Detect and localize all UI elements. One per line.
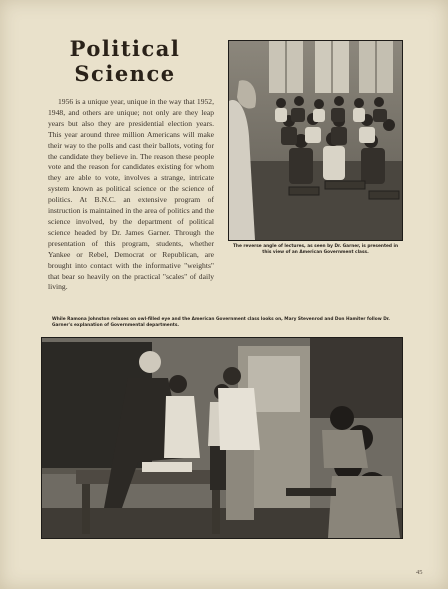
top-photo-caption: The reverse angle of lectures, as seen by Dr. Garner, is presented in this view of an American Government class. [232, 244, 399, 256]
article-body: 1956 is a unique year, unique in the way that 1952, 1948, and others are unique; not only are they leap years but also they are presidential election years. This year around three million Americans will make their way to the polls and cast their ballots, voting for the candidate they believe in. The reason these people vote and the reason for candidates existing for whom they are able to vote, involves a strange, intricate system known as political science or the science of politics. At B.N.C. an extensive program of instruction is maintained in the area of politics and the science involved, by the department of political science headed by Dr. James Garner. Through the presentation of this program, students, whether Yankee or Rebel, Democrat or Republican, are brought into contact with the informative "weights" that bear so heavily on the practical "scales" of daily living. [48, 97, 214, 292]
classroom-discussion-photo [41, 337, 403, 539]
classroom-lecture-image [229, 41, 402, 240]
page-number: 45 [416, 569, 423, 576]
classroom-lecture-photo [228, 40, 403, 241]
title-line-1: Political [69, 36, 181, 61]
classroom-discussion-image [42, 338, 402, 538]
page-title [40, 36, 210, 86]
title-line-2: Science [74, 61, 176, 86]
bottom-photo-caption: While Ramona Johnston relaxes on owl-filled eye and the American Government class looks on, Mary Stevenrod and Don Hamiter follow Dr. Garner's explanation of Governmental departments. [52, 317, 390, 329]
